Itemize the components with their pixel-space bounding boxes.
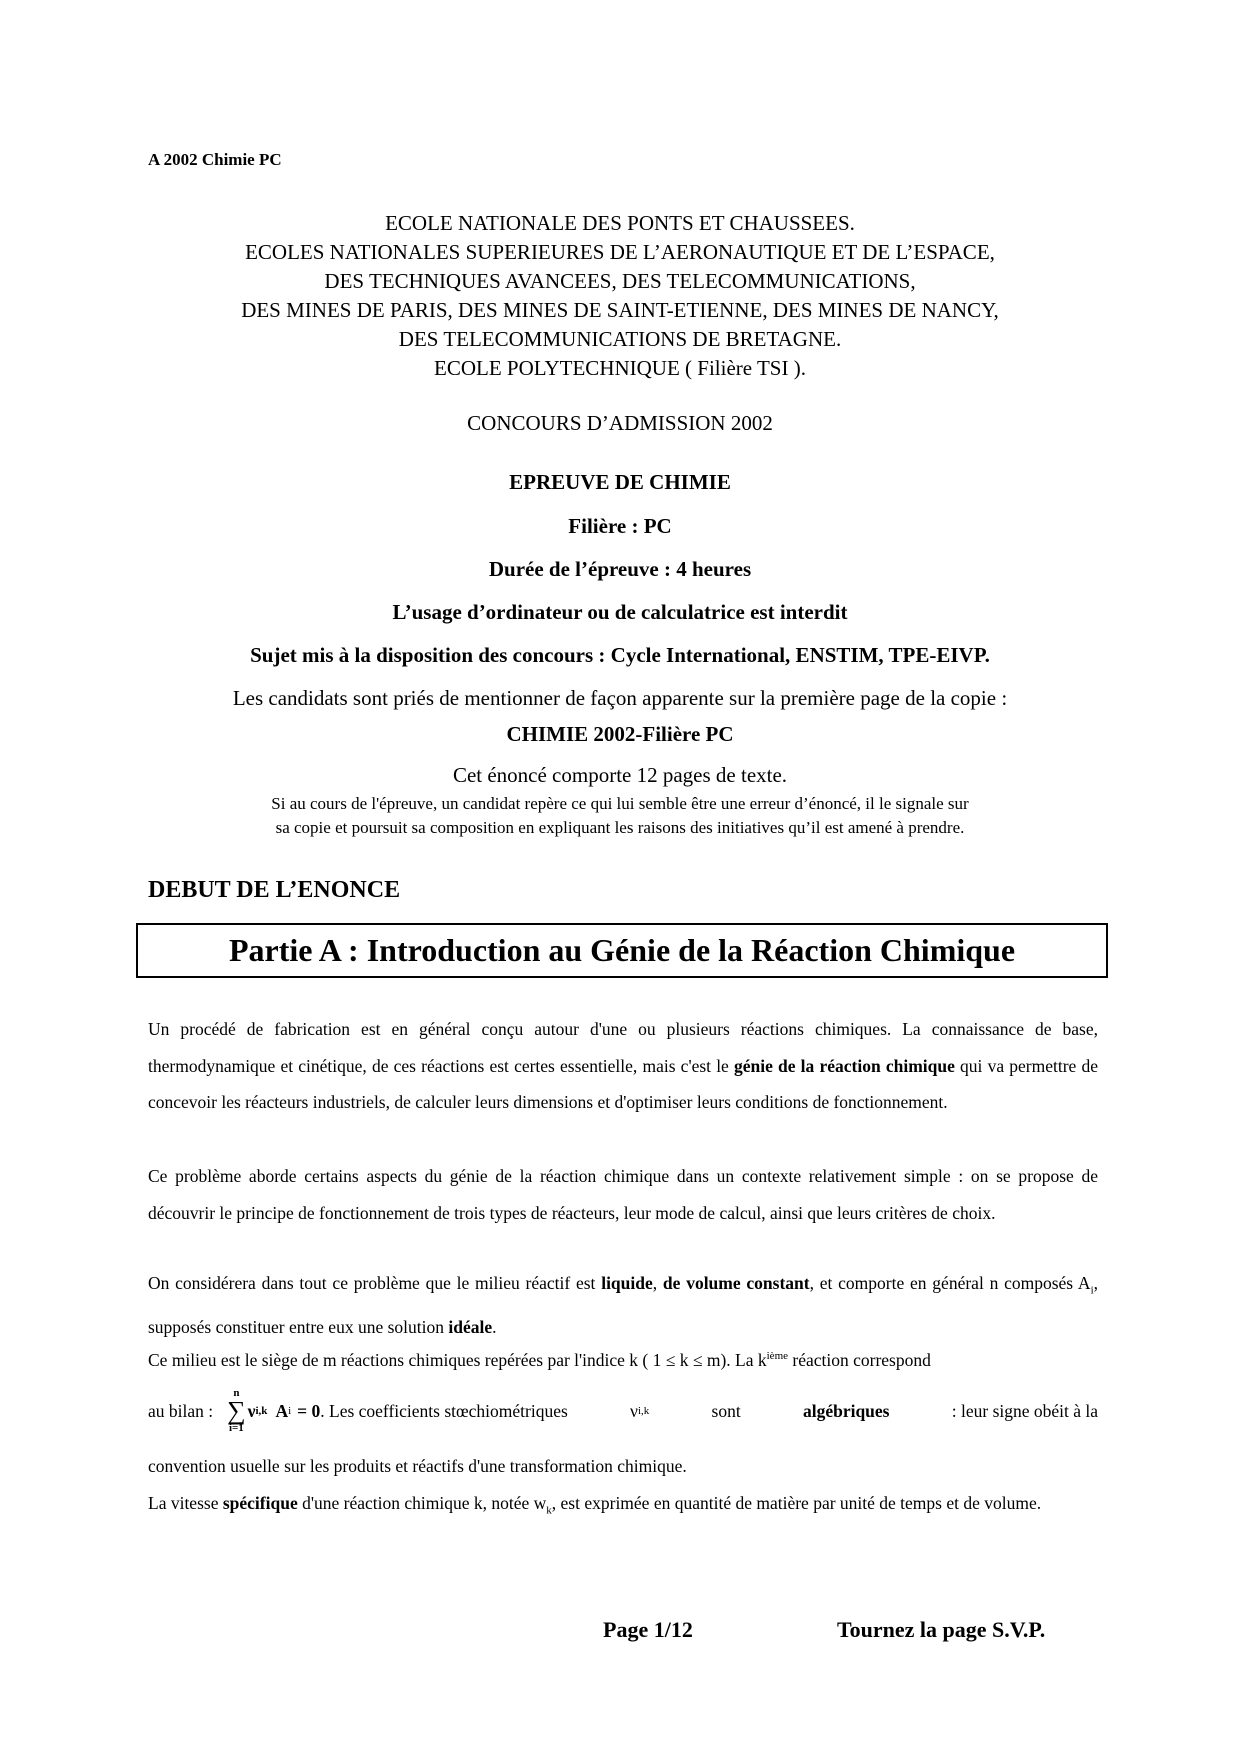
school-list <box>0 209 1240 383</box>
debut-heading: DEBUT DE L’ENONCE <box>148 877 401 903</box>
bold-run: idéale <box>448 1317 493 1337</box>
text-run: sont <box>711 1400 741 1421</box>
exam-subject-availability: Sujet mis à la disposition des concours : Cycle International, ENSTIM, TPE-EIVP. <box>250 643 990 667</box>
exam-title: EPREUVE DE CHIMIE <box>509 470 731 494</box>
text-run: , <box>652 1273 663 1293</box>
subscript: i <box>288 1405 292 1417</box>
paragraph-reactions <box>148 1338 1098 1378</box>
equation-a: A <box>275 1400 289 1421</box>
bold-run: spécifique <box>222 1493 298 1513</box>
exam-copy-label: CHIMIE 2002-Filière PC <box>506 722 734 746</box>
equation-equals-zero: = 0 <box>297 1400 321 1421</box>
paragraph-scope: Ce problème aborde certains aspects du génie de la réaction chimique dans un contexte relativement simple : on se propose de découvrir le principe de fonctionnement de trois types de réacteurs, leur mode de calcul, ainsi que leurs critères de choix. <box>148 1166 1098 1223</box>
superscript: ième <box>766 1350 789 1362</box>
bold-run: de volume constant <box>662 1273 810 1293</box>
subscript: i,k <box>255 1405 268 1417</box>
equation-line <box>148 1386 1098 1436</box>
equation-prefix: au bilan : <box>148 1400 214 1421</box>
exam-reference: A 2002 Chimie PC <box>148 150 282 169</box>
error-note-line: Si au cours de l'épreuve, un candidat repère ce qui lui semble être une erreur d’énoncé, il le signale sur <box>271 794 969 813</box>
school-line: ECOLE NATIONALE DES PONTS ET CHAUSSEES. <box>385 211 855 235</box>
sum-symbol <box>227 1388 246 1434</box>
school-line: DES MINES DE PARIS, DES MINES DE SAINT-ETIENNE, DES MINES DE NANCY, <box>241 298 999 322</box>
text-run: , est exprimée en quantité de matière par unité de temps et de volume. <box>551 1493 1042 1513</box>
text-run: . <box>492 1317 497 1337</box>
subscript: k <box>546 1504 552 1517</box>
concours-title: CONCOURS D’ADMISSION 2002 <box>467 411 773 435</box>
text-run: réaction correspond <box>788 1349 931 1370</box>
page-number: Page 1/12 <box>603 1617 693 1642</box>
subscript: i <box>1090 1284 1094 1297</box>
part-title: Partie A : Introduction au Génie de la Réaction Chimique <box>228 932 1016 968</box>
text-run: d'une réaction chimique k, notée w <box>297 1493 547 1513</box>
text-run: Ce milieu est le siège de m réactions chimiques repérées par l'indice k ( 1 ≤ k ≤ m). La k <box>148 1349 767 1370</box>
text-run: Un procédé de fabrication est en général conçu autour d'une ou plusieurs réactions chimiques. La connaissance de base, thermodynamique et cinétique, de ces réactions est certes essentielle, mais c'est le <box>148 1019 1098 1076</box>
paragraph-intro <box>148 1011 1098 1121</box>
text-run: La vitesse <box>148 1493 223 1513</box>
turn-page-note: Tournez la page S.V.P. <box>837 1617 1046 1642</box>
sigma-icon: ∑ <box>227 1396 246 1425</box>
bold-run: algébriques <box>802 1400 890 1421</box>
error-note-line: sa copie et poursuit sa composition en expliquant les raisons des initiatives qu’il est amené à prendre. <box>275 818 965 837</box>
exam-error-note <box>0 792 1240 840</box>
nu-symbol: ν <box>630 1400 638 1421</box>
part-title-box <box>136 923 1108 978</box>
bold-run: génie de la réaction chimique <box>733 1055 955 1076</box>
school-line: DES TELECOMMUNICATIONS DE BRETAGNE. <box>398 327 842 351</box>
exam-filiere: Filière : PC <box>568 514 672 538</box>
sum-lower-bound: i=1 <box>228 1422 244 1434</box>
text-run: qui va permettre de concevoir les réacteurs industriels, de calculer leurs dimensions et d'optimiser leurs conditions de fonctionnement. <box>148 1055 1098 1112</box>
text-run: , supposés constituer entre eux une solution <box>148 1273 1098 1337</box>
subscript: i,k <box>637 1405 650 1417</box>
paragraph-medium <box>148 1265 1098 1346</box>
school-line: DES TECHNIQUES AVANCEES, DES TELECOMMUNICATIONS, <box>324 269 916 293</box>
text-run: , et comporte en général n composés A <box>809 1273 1091 1293</box>
paragraph-speed <box>148 1485 1098 1529</box>
school-line: ECOLE POLYTECHNIQUE ( Filière TSI ). <box>434 356 806 380</box>
exam-mention-instruction: Les candidats sont priés de mentionner de façon apparente sur la première page de la copie : <box>232 686 1008 710</box>
text-run: On considérera dans tout ce problème que le milieu réactif est <box>148 1273 602 1293</box>
exam-duration: Durée de l’épreuve : 4 heures <box>488 557 752 581</box>
text-run: . Les coefficients stœchiométriques <box>320 1400 568 1421</box>
exam-usage-rule: L’usage d’ordinateur ou de calculatrice est interdit <box>392 600 848 624</box>
school-line: ECOLES NATIONALES SUPERIEURES DE L’AERONAUTIQUE ET DE L’ESPACE, <box>245 240 995 264</box>
text-run: : leur signe obéit à la <box>951 1400 1099 1421</box>
bold-run: liquide <box>601 1273 653 1293</box>
equation-nu: ν <box>247 1400 256 1421</box>
exam-pages-info: Cet énoncé comporte 12 pages de texte. <box>452 763 788 787</box>
sum-upper-bound: n <box>233 1387 240 1399</box>
paragraph-convention: convention usuelle sur les produits et réactifs d'une transformation chimique. <box>148 1456 687 1476</box>
